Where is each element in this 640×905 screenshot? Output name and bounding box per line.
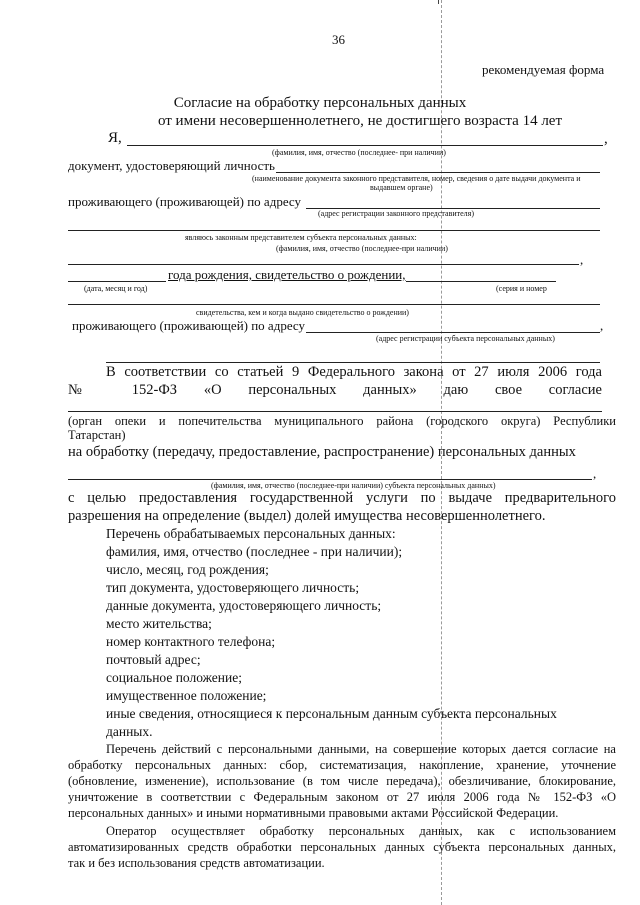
cert-hint: свидетельства, кем и когда выдано свидетельство о рождении) — [196, 308, 409, 317]
actions-line-2: обработку персональных данных: сбор, систематизация, накопление, хранение, уточнение — [68, 758, 616, 772]
fio-field[interactable] — [127, 145, 603, 146]
series-field[interactable] — [406, 281, 556, 282]
list-tail: данных. — [106, 724, 153, 739]
birth-cert-label: года рождения, свидетельство о рождении, — [168, 267, 406, 282]
actions-line-1: Перечень действий с персональными данными, на совершение которых дается согласие на — [106, 742, 616, 756]
comma: , — [604, 131, 608, 147]
page-number: 36 — [332, 32, 345, 47]
extra-field[interactable] — [68, 230, 600, 231]
operator-line-2: автоматизированных средств обработки персональных данных субъекта персональных данных, — [68, 840, 616, 854]
fio-hint: (фамилия, имя, отчество (последнее- при наличии) — [272, 148, 446, 157]
list-item: имущественное положение; — [106, 688, 267, 703]
list-item: фамилия, имя, отчество (последнее - при наличии); — [106, 544, 403, 559]
list-item: число, месяц, год рождения; — [106, 562, 269, 577]
processing-line: на обработку (передачу, предоставление, распространение) персональных данных — [68, 444, 576, 460]
fio-hint-2: (фамилия, имя, отчество (последнее-при наличии) — [276, 244, 448, 253]
law-line-1: В соответствии со статьей 9 Федерального закона от 27 июля 2006 года — [106, 364, 602, 380]
i-label: Я, — [108, 130, 122, 146]
date-hint: (дата, месяц и год) — [84, 284, 148, 293]
list-item: данные документа, удостоверяющего личность; — [106, 598, 382, 613]
operator-last: так и без использования средств автоматизации. — [68, 856, 325, 870]
comma-4: , — [593, 466, 597, 481]
series-hint: (серия и номер — [496, 284, 547, 293]
law-line-2: № 152-ФЗ «О персональных данных» даю свое согласие — [68, 382, 602, 398]
scan-tick-mark — [438, 0, 439, 4]
birth-date-field[interactable] — [68, 281, 166, 282]
actions-last: персональных данных» и иными нормативными правовыми актами Российской Федерации. — [68, 806, 559, 820]
residing-label-2: проживающего (проживающей) по адресу — [72, 318, 306, 333]
list-item: место жительства; — [106, 616, 212, 631]
list-heading: Перечень обрабатываемых персональных данных: — [106, 526, 396, 541]
actions-line-4: уничтожение в соответствии с Федеральным законом от 27 июля 2006 года № 152-ФЗ «О — [68, 790, 616, 804]
organ-line-2: Татарстан) — [68, 428, 126, 442]
organ-top-line — [106, 362, 600, 363]
address-field-subject[interactable] — [306, 332, 600, 333]
comma-3: , — [600, 318, 604, 333]
purpose-line-2: разрешения на определение (выдел) долей имущества несовершеннолетнего. — [68, 508, 546, 524]
doc-field[interactable] — [276, 172, 600, 173]
organ-field[interactable] — [68, 411, 602, 412]
fio-hint-3: (фамилия, имя, отчество (последнее-при наличии) субъекта персональных данных) — [211, 481, 496, 490]
subject-fio-field[interactable] — [68, 264, 579, 265]
organ-line-1: (орган опеки и попечительства муниципального района (городского округа) Республики — [68, 414, 616, 428]
list-item: тип документа, удостоверяющего личность; — [106, 580, 360, 595]
comma-2: , — [580, 252, 584, 267]
title-line-1: Согласие на обработку персональных данных — [173, 95, 467, 111]
list-item: социальное положение; — [106, 670, 242, 685]
form-note: рекомендуемая форма — [482, 62, 605, 77]
title-line-2: от имени несовершеннолетнего, не достигшего возраста 14 лет — [157, 113, 563, 129]
list-item: почтовый адрес; — [106, 652, 201, 667]
list-item: номер контактного телефона; — [106, 634, 276, 649]
operator-line-1: Оператор осуществляет обработку персональных данных, как с использованием — [106, 824, 616, 838]
subject-field[interactable] — [68, 479, 592, 480]
doc-hint-2: выдавшем органе) — [370, 183, 433, 192]
cert-field[interactable] — [68, 304, 600, 305]
address-hint-subject: (адрес регистрации субъекта персональных данных) — [376, 334, 555, 343]
list-item: иные сведения, относящиеся к персональным данным субъекта персональных — [106, 706, 557, 721]
doc-label: документ, удостоверяющий личность — [68, 158, 275, 173]
purpose-line-1: с целью предоставления государственной услуги по выдаче предварительного — [68, 490, 616, 506]
actions-line-3: (обновление, изменение), использование (в том числе передача), обезличивание, блокирование, — [68, 774, 616, 788]
address-hint-rep: (адрес регистрации законного представителя) — [318, 209, 475, 218]
residing-label: проживающего (проживающей) по адресу — [68, 194, 302, 209]
doc-hint-1: (наименование документа законного представителя, номер, сведения о дате выдачи документа и — [252, 174, 581, 183]
being-rep: являюсь законным представителем субъекта персональных данных: — [185, 233, 417, 242]
